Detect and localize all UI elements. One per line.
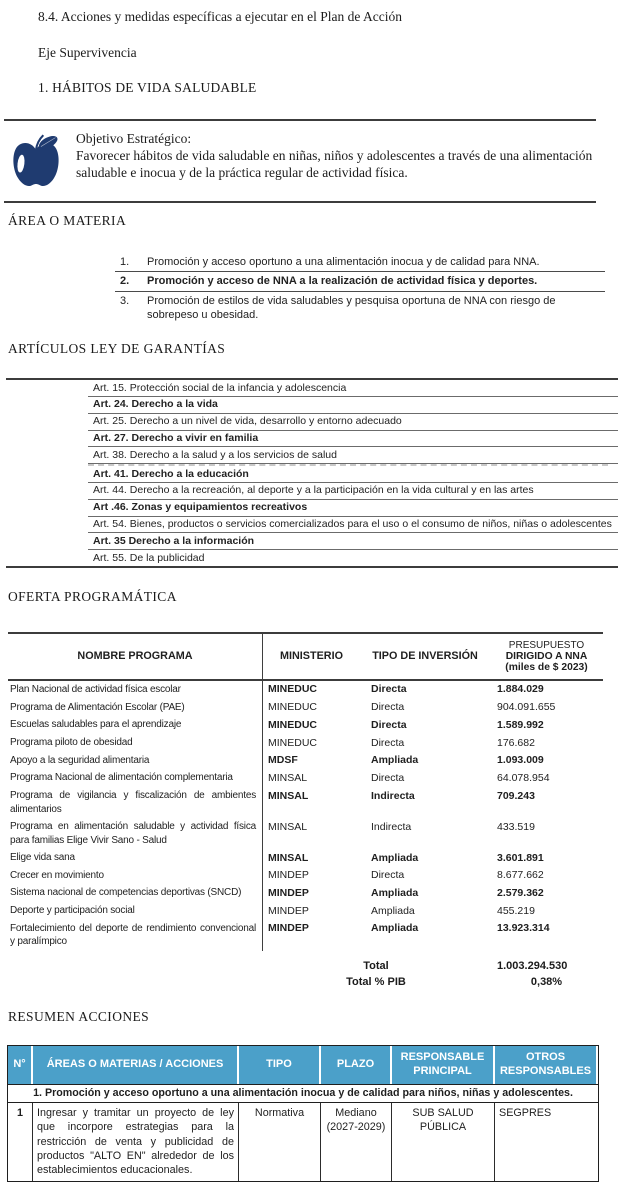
area-item-number: 2. xyxy=(120,275,130,288)
article-row: Art. 15. Protección social de la infancia y adolescencia xyxy=(88,380,618,397)
actions-table xyxy=(7,1045,599,1182)
program-row: Fortalecimiento del deporte de rendimiento convencional y paralímpico MINDEP Ampliada 13.923.314 xyxy=(8,920,603,951)
col-header-responsable-principal: RESPONSABLE PRINCIPAL xyxy=(392,1046,495,1084)
col-header-numero: N° xyxy=(8,1046,33,1084)
article-row: Art. 55. De la publicidad xyxy=(93,551,205,564)
programs-table-header xyxy=(8,634,603,681)
program-row: Escuelas saludables para el aprendizaje MINEDUC Directa 1.589.992 xyxy=(8,716,603,734)
strategic-objective-callout xyxy=(8,121,620,199)
section-title-actions: RESUMEN ACCIONES xyxy=(8,1008,150,1024)
area-item-number: 1. xyxy=(120,256,130,268)
page-title: 8.4. Acciones y medidas específicas a ejecutar en el Plan de Acción xyxy=(38,9,402,24)
program-row: Crecer en movimiento MINDEP Directa 8.677.662 xyxy=(8,867,603,885)
articles-table xyxy=(6,378,618,568)
area-list xyxy=(115,253,605,324)
programs-totals xyxy=(8,958,603,990)
action-plazo: Mediano (2027-2029) xyxy=(321,1103,392,1181)
total-pib-value: 0,38% xyxy=(530,975,563,988)
strategic-objective-body: Favorecer hábitos de vida saludable en niñas, niños y adolescentes a través de una alimentación saludable e inocua y de la práctica regular de actividad física. xyxy=(76,148,593,180)
article-row: Art. 27. Derecho a vivir en familia xyxy=(88,431,618,448)
area-item xyxy=(115,271,605,291)
action-tipo: Normativa xyxy=(239,1103,321,1181)
total-value: 1.003.294.530 xyxy=(497,959,568,972)
area-item xyxy=(115,292,605,325)
actions-table-header xyxy=(8,1046,598,1085)
strategic-objective-label: Objetivo Estratégico: xyxy=(76,131,192,146)
strategic-objective-text xyxy=(76,130,610,181)
article-row: Art. 25. Derecho a un nivel de vida, desarrollo y entorno adecuado xyxy=(88,414,618,431)
action-row xyxy=(8,1103,598,1181)
total-label: Total xyxy=(363,959,389,972)
area-item-text: Promoción y acceso de NNA a la realización de actividad física y deportes. xyxy=(147,275,538,288)
actions-group-header: 1. Promoción y acceso oportuno a una alimentación inocua y de calidad para niños, niñas y adolescentes. xyxy=(8,1085,598,1103)
action-otros-responsables: SEGPRES xyxy=(499,1106,552,1119)
program-row: Programa Nacional de alimentación complementaria MINSAL Directa 64.078.954 xyxy=(8,769,603,787)
col-header-plazo: PLAZO xyxy=(321,1046,392,1084)
program-row: Programa en alimentación saludable y actividad física para familias Elige Vivir Sano - Salud MINSAL Indirecta 433.519 xyxy=(8,818,603,849)
axis-subtitle: Eje Supervivencia xyxy=(38,45,137,60)
area-item-text: Promoción y acceso oportuno a una alimentación inocua y de calidad para NNA. xyxy=(147,256,540,268)
action-responsable: SUB SALUD PÚBLICA xyxy=(392,1103,495,1181)
programs-table xyxy=(8,632,603,951)
topic-title: 1. HÁBITOS DE VIDA SALUDABLE xyxy=(38,80,257,95)
program-row: Programa de vigilancia y fiscalización de ambientes alimentarios MINSAL Indirecta 709.243 xyxy=(8,787,603,818)
col-header-ministerio: MINISTERIO xyxy=(262,634,360,679)
area-item-number: 3. xyxy=(120,294,130,307)
article-row: Art .46. Zonas y equipamientos recreativos xyxy=(88,500,618,517)
article-row: Art. 44. Derecho a la recreación, al deporte y a la participación en la vida cultural y en las artes xyxy=(88,483,618,500)
section-title-articles: ARTÍCULOS LEY DE GARANTÍAS xyxy=(8,341,226,357)
program-row: Programa piloto de obesidad MINEDUC Directa 176.682 xyxy=(8,734,603,752)
action-description: Ingresar y tramitar un proyecto de ley que incorpore estrategias para la restricción de venta y publicidad de productos "ALTO EN" alrededor de los establecimientos educacionales. xyxy=(33,1103,239,1181)
program-row: Deporte y participación social MINDEP Ampliada 455.219 xyxy=(8,902,603,920)
article-row: Art. 24. Derecho a la vida xyxy=(88,397,618,414)
col-header-otros-responsables: OTROS RESPONSABLES xyxy=(495,1046,596,1084)
program-row: Elige vida sana MINSAL Ampliada 3.601.891 xyxy=(8,849,603,867)
article-row: Art. 41. Derecho a la educación xyxy=(88,466,618,483)
area-item-text: Promoción de estilos de vida saludables y pesquisa oportuna de NNA con riesgo de sobrepeso u obesidad. xyxy=(147,294,556,321)
total-pib-label: Total % PIB xyxy=(346,975,406,988)
program-row: Plan Nacional de actividad física escolar MINEDUC Directa 1.884.029 xyxy=(8,681,603,699)
col-header-nombre-programa: NOMBRE PROGRAMA xyxy=(77,650,193,663)
section-title-area: ÁREA O MATERIA xyxy=(8,213,127,228)
program-row: Sistema nacional de competencias deportivas (SNCD) MINDEP Ampliada 2.579.362 xyxy=(8,884,603,902)
col-header-presupuesto: PRESUPUESTO DIRIGIDO A NNA (miles de $ 2023) xyxy=(505,639,588,673)
program-row: Apoyo a la seguridad alimentaria MDSF Ampliada 1.093.009 xyxy=(8,752,603,770)
divider-objective-bottom xyxy=(4,201,596,203)
area-item xyxy=(115,253,605,271)
col-header-tipo-inversion: TIPO DE INVERSIÓN xyxy=(372,650,478,663)
apple-icon xyxy=(10,133,62,191)
article-row: Art. 54. Bienes, productos o servicios comercializados para el uso o el consumo de niños, niñas o adolescentes xyxy=(88,517,618,534)
col-header-tipo: TIPO xyxy=(239,1046,321,1084)
section-title-programs: OFERTA PROGRAMÁTICA xyxy=(8,588,177,604)
article-row: Art. 35 Derecho a la información xyxy=(88,533,618,550)
action-number: 1 xyxy=(8,1103,33,1181)
article-row: Art. 38. Derecho a la salud y a los servicios de salud xyxy=(88,447,618,464)
program-row: Programa de Alimentación Escolar (PAE) MINEDUC Directa 904.091.655 xyxy=(8,699,603,717)
col-header-areas-acciones: ÁREAS O MATERIAS / ACCIONES xyxy=(33,1046,239,1084)
